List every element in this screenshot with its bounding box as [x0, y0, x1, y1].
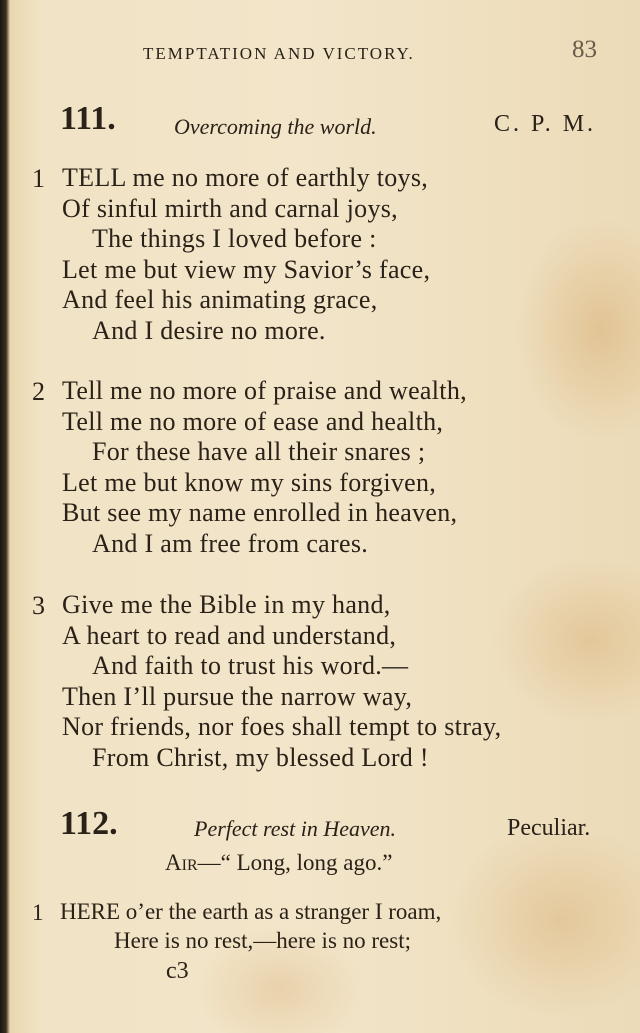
signature-mark: c3 [166, 958, 189, 984]
hymn-111-title: Overcoming the world. [174, 114, 377, 139]
verse-line: Of sinful mirth and carnal joys, [62, 194, 398, 223]
running-head: TEMPTATION AND VICTORY. [143, 44, 415, 63]
air-label: Air [165, 850, 198, 875]
verse-line: Then I’ll pursue the narrow way, [62, 682, 413, 711]
verse-line: Tell me no more of praise and wealth, [62, 376, 467, 405]
verse-line: TELL me no more of earthly toys, [62, 163, 429, 192]
verse-line: Tell me no more of ease and health, [62, 407, 444, 436]
verse-line: And feel his animating grace, [62, 285, 378, 314]
hymn-111-verse-2-number: 2 [32, 377, 45, 406]
verse-line: Nor friends, nor foes shall tempt to stray, [62, 712, 502, 741]
hymn-111-verse-1-number: 1 [32, 164, 45, 193]
verse-line: Let me but know my sins forgiven, [62, 468, 437, 497]
air-tune: —“ Long, long ago.” [197, 850, 393, 875]
verse-line: The things I loved before : [92, 224, 377, 253]
verse-line: But see my name enrolled in heaven, [62, 498, 458, 527]
book-spine-shadow [0, 0, 10, 1033]
verse-line: A heart to read and understand, [62, 621, 397, 650]
verse-line: HERE o’er the earth as a stranger I roam, [60, 899, 442, 924]
hymn-111-meter: C. P. M. [494, 111, 597, 137]
hymn-112-verse-1-number: 1 [32, 900, 44, 925]
verse-line: And faith to trust his word.— [92, 651, 409, 680]
verse-line: Here is no rest,—here is no rest; [114, 928, 412, 953]
hymn-112-air [165, 850, 392, 876]
hymn-112-number: 112. [60, 805, 118, 842]
hymn-111-number: 111. [60, 100, 116, 137]
hymn-112-title: Perfect rest in Heaven. [194, 816, 396, 841]
verse-line: Give me the Bible in my hand, [62, 590, 391, 619]
verse-line: From Christ, my blessed Lord ! [92, 743, 429, 772]
verse-line: And I desire no more. [92, 316, 326, 345]
verse-line: For these have all their snares ; [92, 437, 426, 466]
hymn-111-verse-3-number: 3 [32, 591, 45, 620]
hymn-112-meter: Peculiar. [507, 815, 591, 841]
verse-line: Let me but view my Savior’s face, [62, 255, 431, 284]
page-number: 83 [572, 36, 597, 63]
verse-line: And I am free from cares. [92, 529, 369, 558]
